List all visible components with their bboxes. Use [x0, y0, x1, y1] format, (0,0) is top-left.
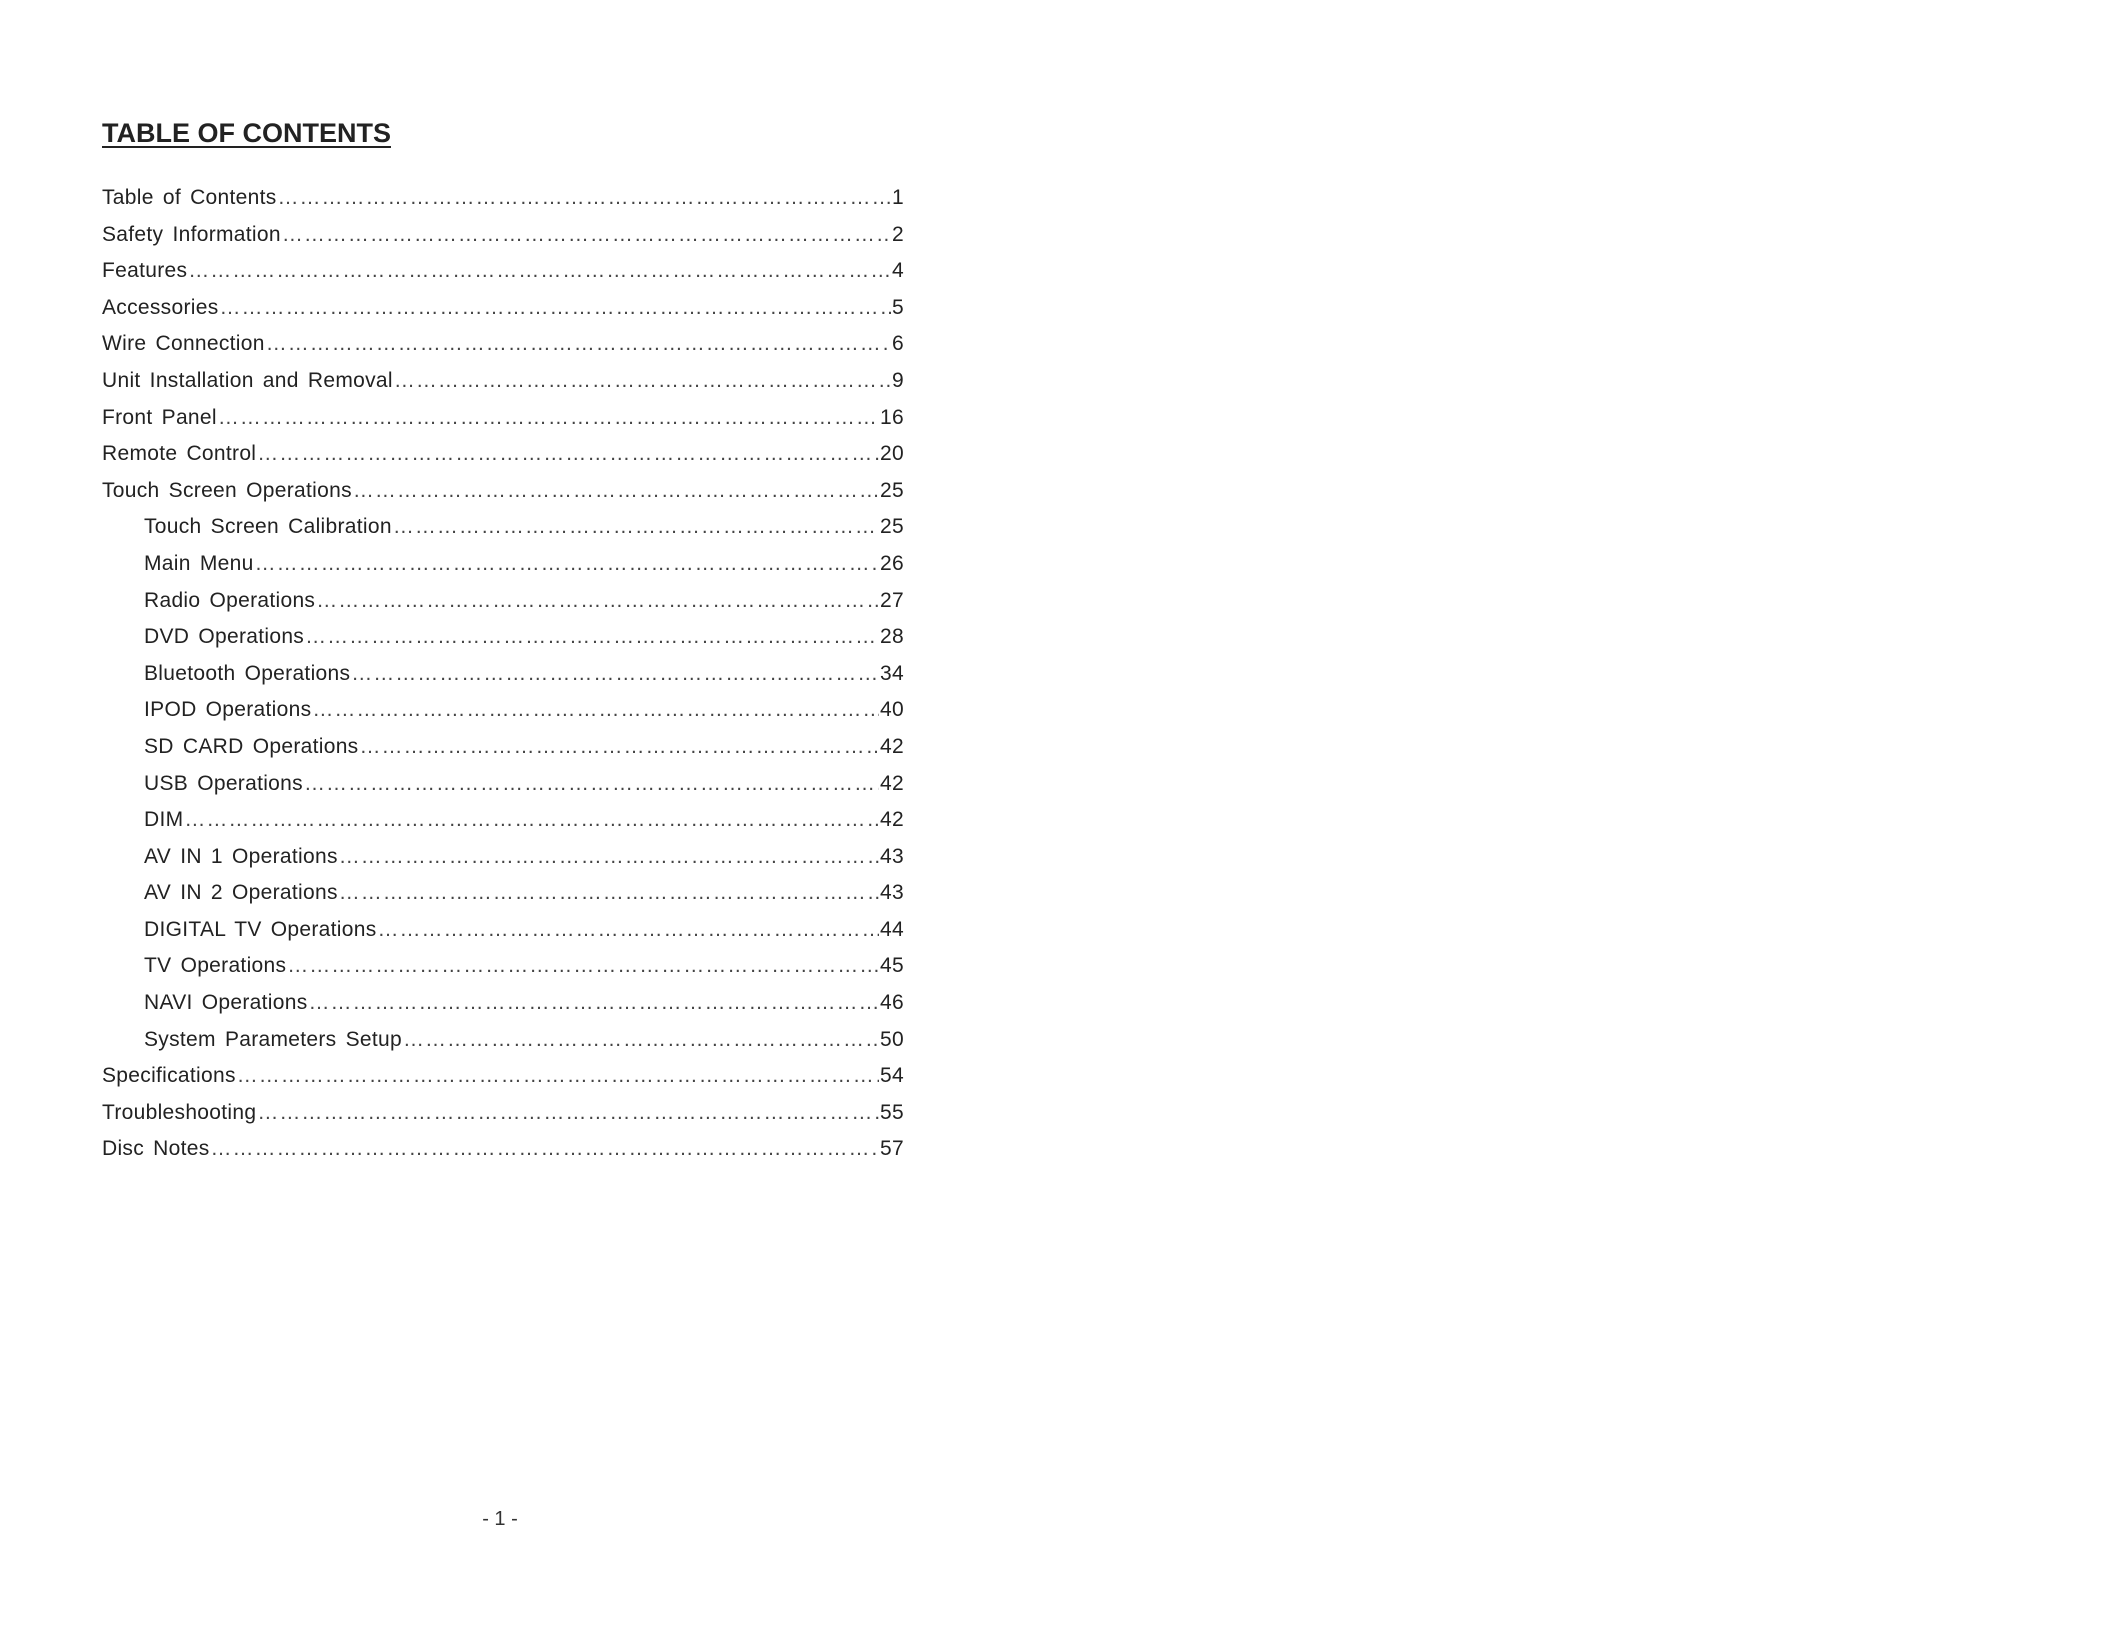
toc-entry-page: 26	[880, 551, 904, 575]
toc-entry-label: AV IN 2 Operations	[144, 881, 338, 905]
toc-entry-front-panel[interactable]	[102, 400, 904, 437]
toc-entry-label: Remote Control	[102, 442, 257, 466]
dot-leader	[339, 875, 879, 912]
toc-subentry-dvd-operations[interactable]	[102, 619, 904, 656]
dot-leader	[257, 1095, 879, 1132]
toc-entry-label: Troubleshooting	[102, 1100, 257, 1124]
dot-leader	[188, 253, 891, 290]
toc-entry-label: Radio Operations	[144, 588, 316, 612]
toc-entry-label: Specifications	[102, 1064, 236, 1088]
toc-entry-troubleshooting[interactable]	[102, 1095, 904, 1132]
dot-leader	[403, 1022, 879, 1059]
toc-entry-label: Accessories	[102, 295, 219, 319]
toc-entry-page: 40	[880, 698, 904, 722]
toc-entry-page: 43	[880, 881, 904, 905]
dot-leader	[237, 1058, 879, 1095]
toc-entry-table-of-contents[interactable]	[102, 180, 904, 217]
dot-leader	[287, 948, 879, 985]
toc-entry-label: Bluetooth Operations	[144, 661, 351, 685]
toc-entry-page: 43	[880, 844, 904, 868]
toc-subentry-dim[interactable]	[102, 802, 904, 839]
page-number: - 1 -	[482, 1508, 518, 1530]
dot-leader	[282, 217, 891, 254]
toc-entry-page: 4	[892, 259, 904, 283]
toc-entry-page: 1	[892, 186, 904, 209]
toc-entry-remote-control[interactable]	[102, 436, 904, 473]
toc-entry-label: Features	[102, 259, 188, 283]
page-title: TABLE OF CONTENTS	[102, 118, 391, 148]
dot-leader	[211, 1131, 880, 1168]
toc-entry-safety-information[interactable]	[102, 217, 904, 254]
toc-entry-label: Safety Information	[102, 222, 281, 246]
dot-leader	[359, 729, 879, 766]
toc-entry-label: SD CARD Operations	[144, 734, 359, 758]
toc-list	[102, 180, 904, 1168]
toc-entry-page: 25	[880, 478, 904, 502]
toc-entry-label: DVD Operations	[144, 625, 305, 649]
toc-entry-page: 16	[880, 405, 904, 429]
dot-leader	[353, 473, 879, 510]
toc-entry-label: Table of Contents	[102, 186, 277, 209]
toc-entry-page: 27	[880, 588, 904, 612]
toc-entry-label: Wire Connection	[102, 332, 265, 356]
toc-entry-specifications[interactable]	[102, 1058, 904, 1095]
toc-entry-page: 54	[880, 1064, 904, 1088]
toc-subentry-bluetooth-operations[interactable]	[102, 656, 904, 693]
toc-entry-accessories[interactable]	[102, 290, 904, 327]
toc-entry-label: System Parameters Setup	[144, 1027, 402, 1051]
toc-entry-label: Front Panel	[102, 405, 217, 429]
dot-leader	[257, 436, 879, 473]
toc-entry-label: Unit Installation and Removal	[102, 368, 393, 392]
toc-entry-page: 34	[880, 661, 904, 685]
toc-entry-label: Touch Screen Calibration	[144, 515, 392, 539]
toc-entry-page: 42	[880, 771, 904, 795]
toc-entry-unit-installation[interactable]	[102, 363, 904, 400]
toc-entry-features[interactable]	[102, 253, 904, 290]
toc-entry-label: TV Operations	[144, 954, 287, 978]
toc-entry-page: 45	[880, 954, 904, 978]
dot-leader	[316, 583, 879, 620]
toc-entry-disc-notes[interactable]	[102, 1131, 904, 1168]
toc-entry-label: NAVI Operations	[144, 991, 308, 1015]
toc-entry-page: 28	[880, 625, 904, 649]
toc-entry-page: 6	[892, 332, 904, 356]
dot-leader	[309, 985, 880, 1022]
toc-entry-page: 42	[880, 734, 904, 758]
toc-entry-page: 5	[892, 295, 904, 319]
dot-leader	[351, 656, 879, 693]
toc-subentry-system-parameters-setup[interactable]	[102, 1022, 904, 1059]
dot-leader	[184, 802, 879, 839]
toc-entry-page: 20	[880, 442, 904, 466]
toc-subentry-sd-card-operations[interactable]	[102, 729, 904, 766]
toc-entry-label: DIM	[144, 808, 184, 832]
toc-entry-page: 42	[880, 808, 904, 832]
toc-entry-label: AV IN 1 Operations	[144, 844, 338, 868]
dot-leader	[255, 546, 879, 583]
toc-entry-page: 44	[880, 917, 904, 941]
dot-leader	[393, 509, 879, 546]
dot-leader	[378, 912, 880, 949]
dot-leader	[312, 692, 879, 729]
toc-subentry-av-in-2-operations[interactable]	[102, 875, 904, 912]
dot-leader	[220, 290, 892, 327]
toc-subentry-navi-operations[interactable]	[102, 985, 904, 1022]
toc-entry-label: IPOD Operations	[144, 698, 312, 722]
toc-entry-page: 2	[892, 222, 904, 246]
toc-entry-page: 57	[880, 1137, 904, 1161]
toc-subentry-radio-operations[interactable]	[102, 583, 904, 620]
toc-entry-label: Disc Notes	[102, 1137, 210, 1161]
dot-leader	[266, 326, 891, 363]
toc-entry-touch-screen-operations[interactable]	[102, 473, 904, 510]
toc-subentry-usb-operations[interactable]	[102, 766, 904, 803]
toc-entry-page: 46	[880, 991, 904, 1015]
dot-leader	[394, 363, 891, 400]
toc-subentry-main-menu[interactable]	[102, 546, 904, 583]
toc-subentry-digital-tv-operations[interactable]	[102, 912, 904, 949]
toc-entry-label: Main Menu	[144, 551, 254, 575]
toc-subentry-touch-screen-calibration[interactable]	[102, 509, 904, 546]
toc-entry-page: 50	[880, 1027, 904, 1051]
toc-entry-page: 55	[880, 1100, 904, 1124]
toc-subentry-av-in-1-operations[interactable]	[102, 839, 904, 876]
toc-subentry-ipod-operations[interactable]	[102, 692, 904, 729]
dot-leader	[304, 766, 879, 803]
dot-leader	[339, 839, 879, 876]
toc-entry-page: 9	[892, 368, 904, 392]
toc-entry-page: 25	[880, 515, 904, 539]
dot-leader	[278, 180, 891, 217]
toc-subentry-tv-operations[interactable]	[102, 948, 904, 985]
dot-leader	[305, 619, 879, 656]
dot-leader	[218, 400, 879, 437]
toc-entry-label: USB Operations	[144, 771, 303, 795]
toc-entry-wire-connection[interactable]	[102, 326, 904, 363]
toc-entry-label: Touch Screen Operations	[102, 478, 352, 502]
toc-entry-label: DIGITAL TV Operations	[144, 917, 377, 941]
